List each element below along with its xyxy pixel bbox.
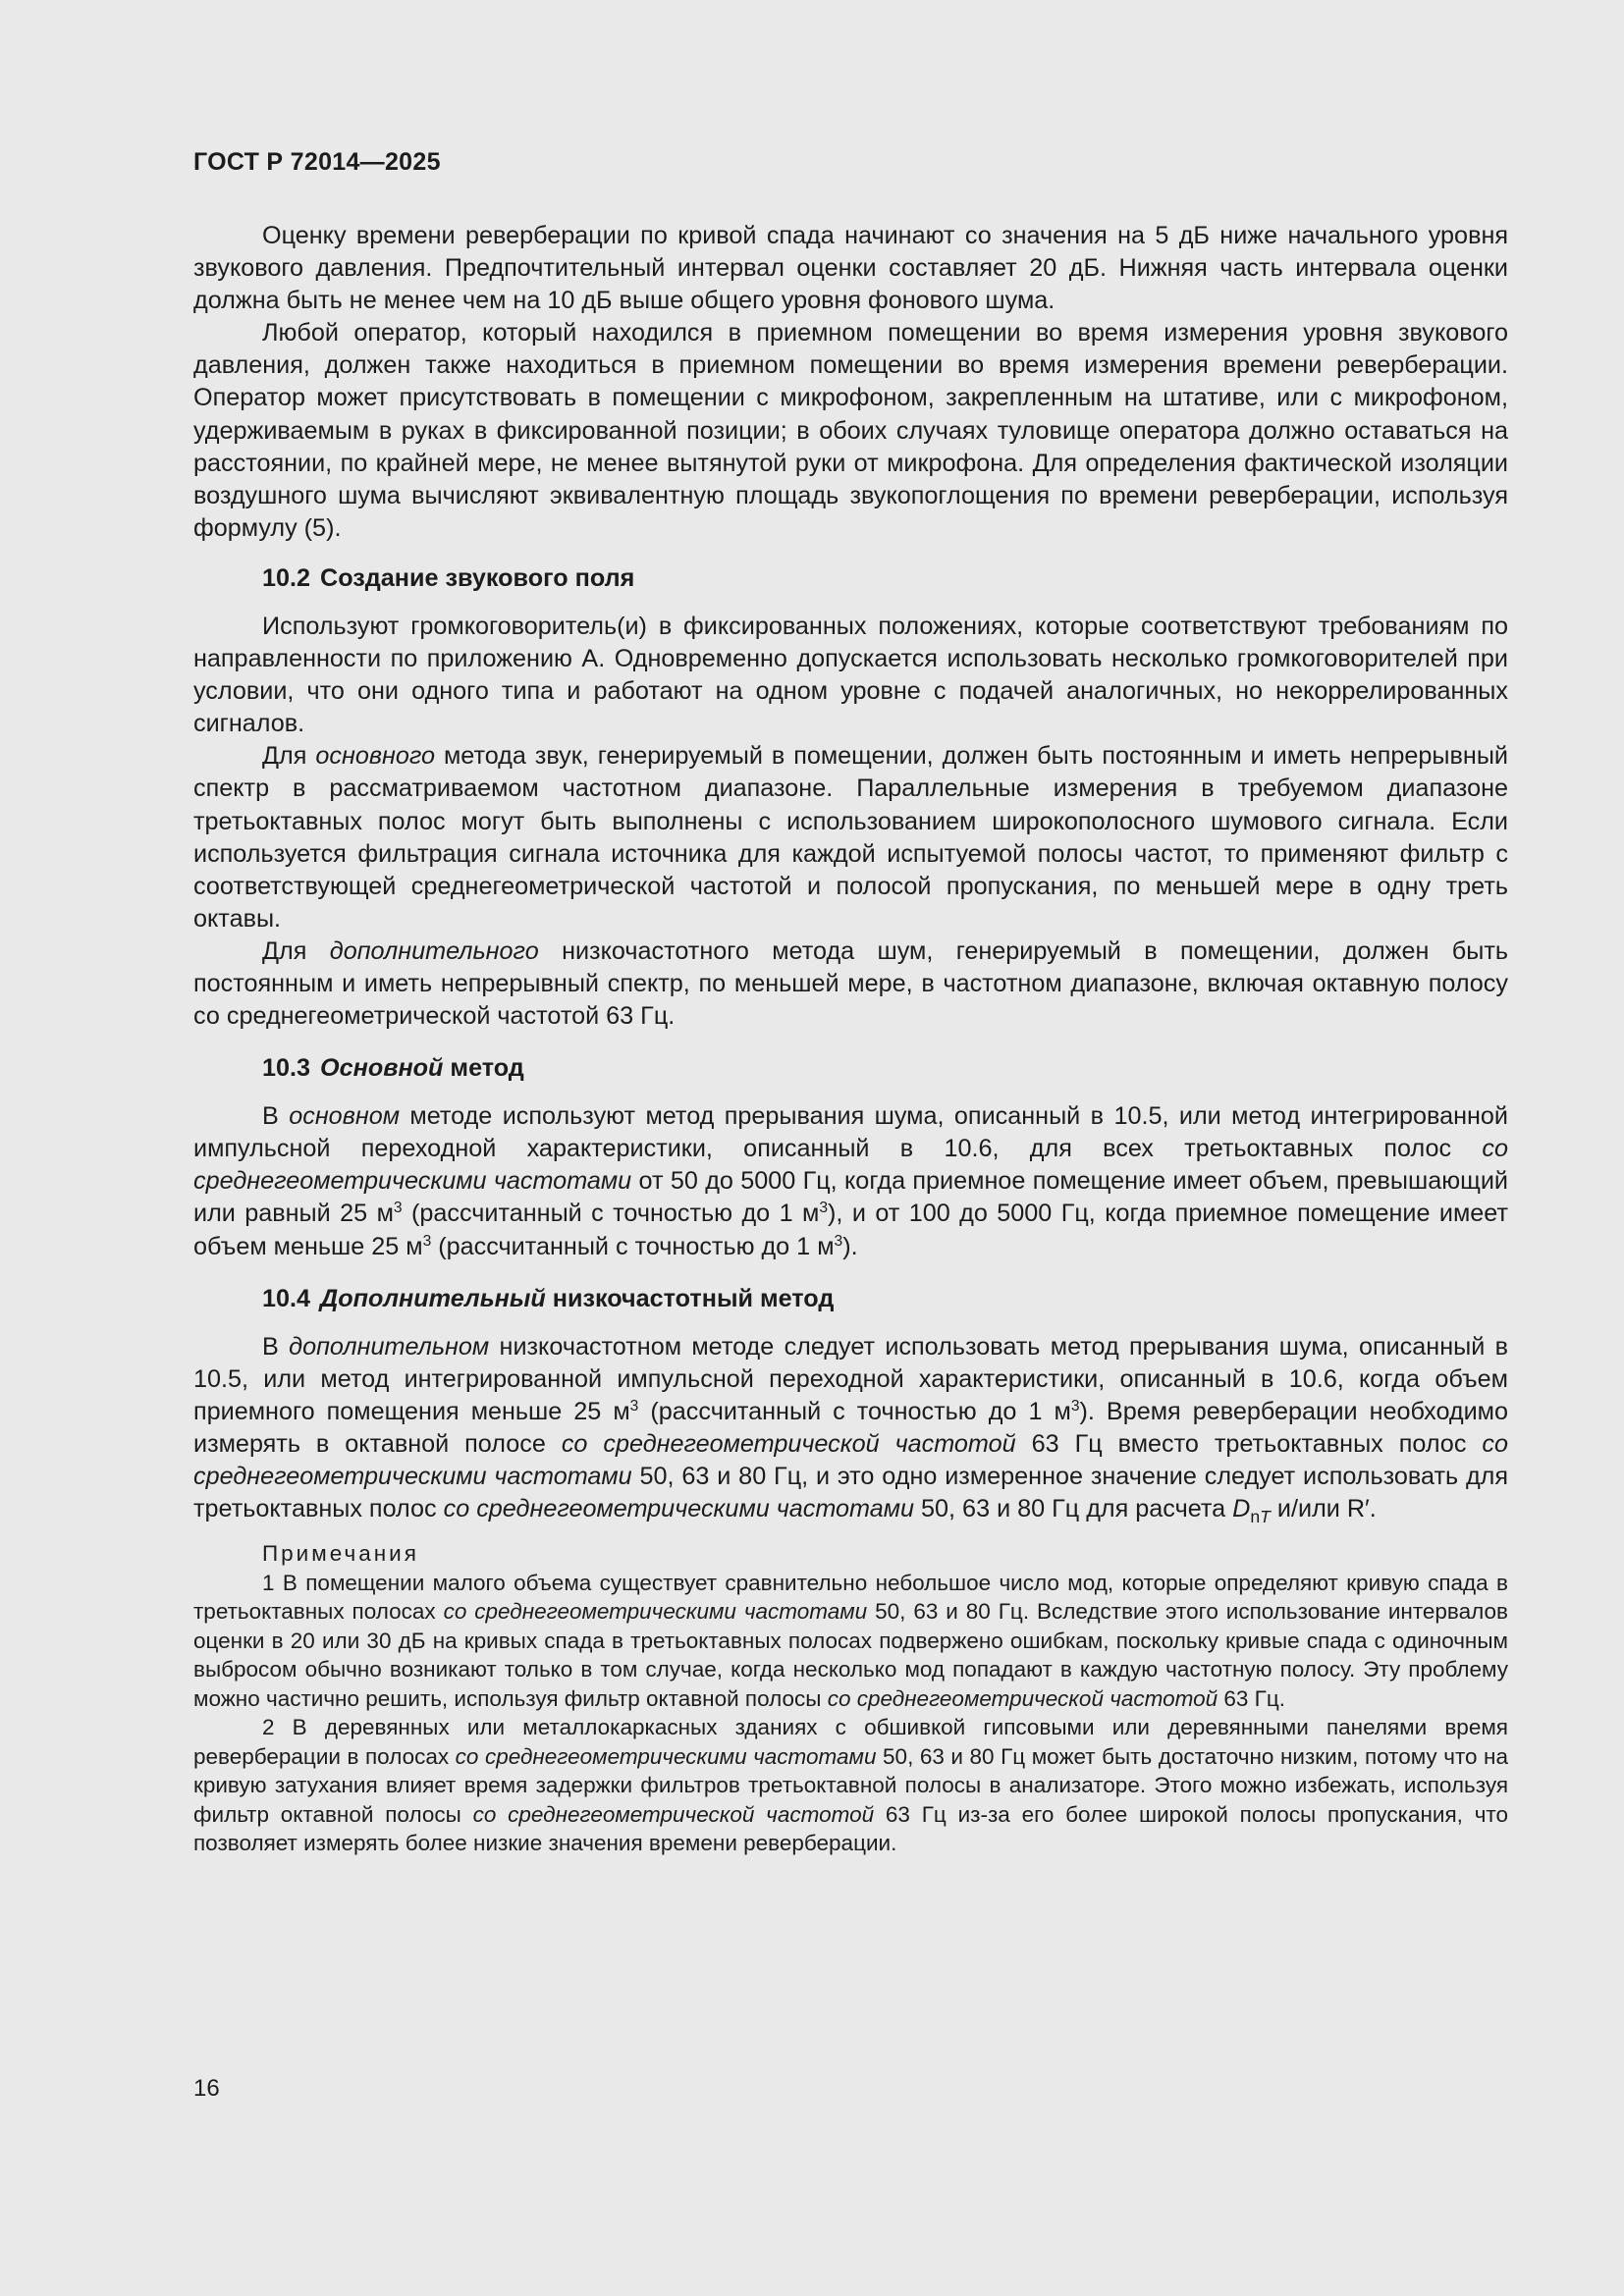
note-2: 2 В деревянных или металлокаркасных зданиях с обшивкой гипсовыми или деревянными панелями время реверберации в полосах со среднегеометрическими частотами 50, 63 и 80 Гц может быть достаточно низким, потому что на кривую затухания влияет время задержки фильтров третьоктавной полосы в анализаторе. Этого можно избежать, используя фильтр октавной полосы со среднегеометрической частотой 63 Гц из-за его более широкой полосы пропускания, что позволяет измерять более низкие значения времени реверберации.	[193, 1715, 1509, 1856]
document-body	[193, 220, 1508, 1858]
formula-symbol: D	[1232, 1495, 1251, 1523]
section-number: 10.3	[262, 1054, 311, 1083]
section-title: Создание звукового поля	[320, 563, 635, 592]
section-title: метод	[443, 1054, 524, 1083]
intro-paragraph-1: Оценку времени реверберации по кривой спада начинают со значения на 5 дБ ниже начального уровня звукового давления. Предпочтительный интервал оценки составляет 20 дБ. Нижняя часть интервала оценки должна быть не менее чем на 10 дБ выше общего уровня фонового шума.	[193, 222, 1508, 315]
intro-paragraph-2: Любой оператор, который находился в приемном помещении во время измерения уровня звукового давления, должен также находиться в приемном помещении во время измерения времени реверберации. Оператор может присутствовать в помещении с микрофоном, закрепленным на штативе, или с микрофоном, удерживаемым в руках в фиксированной позиции; в обоих случаях туловище оператора должно оставаться на расстоянии, по крайней мере, не менее вытянутой руки от микрофона. Для определения фактической изоляции воздушного шума вычисляют эквивалентную площадь звукопоглощения по времени реверберации, используя формулу (5).	[193, 319, 1508, 542]
formula-subscript: nT	[1250, 1507, 1271, 1527]
notes-title: Примечания	[262, 1541, 419, 1567]
section-title-emphasis: Дополнительный	[320, 1284, 546, 1312]
s102-paragraph-2: Для основного метода звук, генерируемый в помещении, должен быть постоянным и иметь непрерывный спектр в рассматриваемом частотном диапазоне. Параллельные измерения в требуемом диапазоне третьоктавных полос могут быть выполнены с использованием широкополосного шумового сигнала. Если используется фильтрация сигнала источника для каждой испытуемой полосы частот, то применяют фильтр с соответствующей среднегеометрической частотой и полосой пропускания, по меньшей мере в одну треть октавы.	[193, 742, 1508, 933]
section-number: 10.2	[262, 563, 311, 592]
section-10-3-heading	[193, 1052, 1508, 1085]
note-1: 1 В помещении малого объема существует сравнительно небольшое число мод, которые определяют кривую спада в третьоктавных полосах со среднегеометрическими частотами 50, 63 и 80 Гц. Вследствие этого использование интервалов оценки в 20 или 30 дБ на кривых спада в третьоктавных полосах подвержено ошибкам, поскольку кривые спада с одиночным выбросом обычно возникают только в том случае, когда несколько мод попадают в каждую частотную полосу. Эту проблему можно частично решить, используя фильтр октавной полосы со среднегеометрической частотой 63 Гц.	[193, 1570, 1508, 1711]
section-title-emphasis: Основной	[320, 1054, 444, 1083]
s103-paragraph: В основном методе используют метод прерывания шума, описанный в 10.5, или метод интегрированной импульсной переходной характеристики, описанный в 10.6, для всех третьоктавных полос со среднегеометрическими частотами от 50 до 5000 Гц, когда приемное помещение имеет объем, превышающий или равный 25 $м^3$ (рассчитанный с точностью до 1 $м^3$), и от 100 до 5000 Гц, когда приемное помещение имеет объем меньше 25 $м^3$ (рассчитанный с точностью до 1 $м^3$).	[193, 1102, 1508, 1260]
document-header: ГОСТ Р 72014—2025	[193, 148, 441, 176]
section-10-2-heading	[193, 562, 1508, 595]
s102-paragraph-3: Для дополнительного низкочастотного метода шум, генерируемый в помещении, должен быть постоянным и иметь непрерывный спектр, по меньшей мере, в частотном диапазоне, включая октавную полосу со среднегеометрической частотой 63 Гц.	[193, 936, 1508, 1031]
section-title: низкочастотный метод	[545, 1284, 835, 1312]
s102-paragraph-1: Используют громкоговоритель(и) в фиксированных положениях, которые соответствуют требованиям по направленности по приложению А. Одновременно допускается использовать несколько громкоговорителей при условии, что они одного типа и работают на одном уровне с подачей аналогичных, но некоррелированных сигналов.	[193, 612, 1508, 738]
page-number: 16	[193, 2075, 220, 2102]
section-10-4-heading	[193, 1283, 1508, 1315]
notes-block	[193, 1539, 1508, 1858]
section-number: 10.4	[262, 1284, 311, 1312]
s104-paragraph: В дополнительном низкочастотном методе следует использовать метод прерывания шума, описанный в 10.5, или метод интегрированной импульсной переходной характеристики, описанный в 10.6, когда объем приемного помещения меньше 25 $м^3$ (рассчитанный с точностью до 1 $м^3$). Время реверберации необходимо измерять в октавной полосе со среднегеометрической частотой 63 Гц вместо третьоктавных полос со среднегеометрическими частотами 50, 63 и 80 Гц, и это одно измеренное значение следует использовать для третьоктавных полос со среднегеометрическими частотами 50, 63 и 80 Гц для расчета $D_{nT}$ и/или R′.	[193, 1332, 1508, 1527]
